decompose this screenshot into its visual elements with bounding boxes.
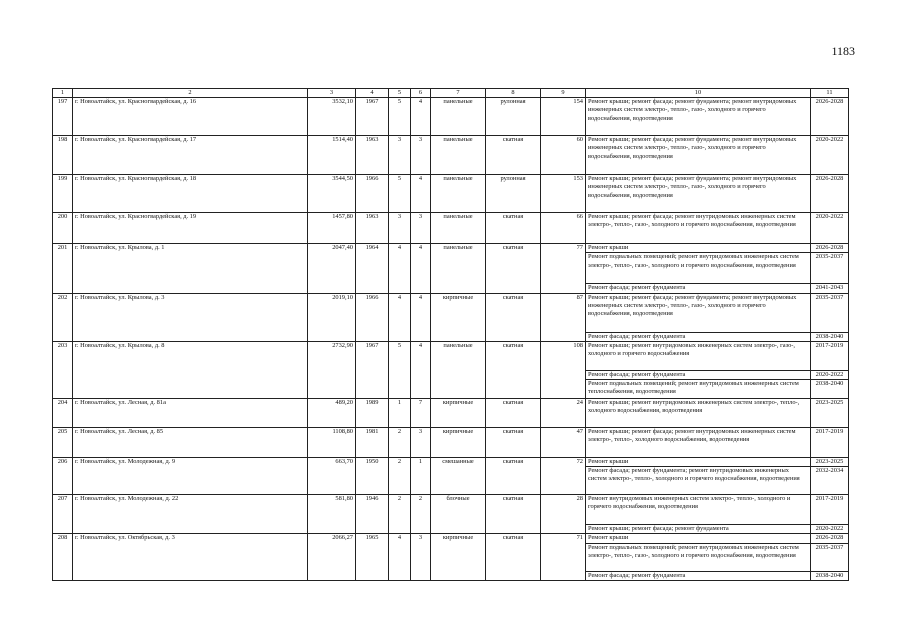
residents-cell: 47 — [541, 427, 586, 457]
repair-work-cell: Ремонт крыши; ремонт внутридомовых инженерных систем электро-, тепло-, холодного водоснабжения, водоотведения — [586, 398, 811, 427]
repair-period-cell: 2038-2040 — [811, 571, 849, 580]
floors-cell: 5 — [389, 98, 411, 136]
row-number: 198 — [53, 136, 73, 175]
repair-period-cell: 2026-2028 — [811, 98, 849, 136]
year-cell: 1964 — [356, 244, 389, 293]
column-header: 3 — [308, 89, 356, 98]
entrances-cell: 4 — [411, 98, 431, 136]
wall-material-cell: панельные — [431, 136, 486, 175]
entrances-cell: 7 — [411, 398, 431, 427]
wall-material-cell: смешанные — [431, 457, 486, 494]
address-cell: г. Новоалтайск, ул. Красногвардейская, д. 17 — [73, 136, 308, 175]
wall-material-cell: панельные — [431, 341, 486, 398]
area-cell: 2047,40 — [308, 244, 356, 293]
roof-type-cell: скатная — [486, 427, 541, 457]
repair-work-cell: Ремонт подвальных помещений; ремонт внутридомовых инженерных систем электро-, тепло-, газо-, холодного и горячего водоснабжения, водоотведения — [586, 253, 811, 284]
year-cell: 1966 — [356, 175, 389, 213]
year-cell: 1965 — [356, 534, 389, 580]
residents-cell: 153 — [541, 175, 586, 213]
repair-work-cell: Ремонт крыши — [586, 457, 811, 466]
repair-period-cell: 2035-2037 — [811, 543, 849, 571]
repair-work-cell: Ремонт крыши; ремонт фасада; ремонт внутридомовых инженерных систем электро-, тепло-, газо-, холодного и горячего водоснабжения, водоотведения — [586, 213, 811, 244]
roof-type-cell: скатная — [486, 136, 541, 175]
residents-cell: 108 — [541, 341, 586, 398]
row-number: 208 — [53, 534, 73, 580]
table-row — [53, 293, 849, 332]
repair-period-cell: 2023-2025 — [811, 398, 849, 427]
repair-work-cell: Ремонт фасада; ремонт фундамента — [586, 332, 811, 341]
table-row — [53, 398, 849, 427]
housing-repair-table — [52, 88, 849, 581]
repair-work-cell: Ремонт подвальных помещений; ремонт внутридомовых инженерных систем теплоснабжения, водоотведения — [586, 379, 811, 398]
floors-cell: 4 — [389, 293, 411, 341]
floors-cell: 2 — [389, 457, 411, 494]
residents-cell: 28 — [541, 495, 586, 534]
floors-cell: 4 — [389, 534, 411, 580]
roof-type-cell: рулонная — [486, 98, 541, 136]
floors-cell: 5 — [389, 341, 411, 398]
address-cell: г. Новоалтайск, ул. Красногвардейская, д. 19 — [73, 213, 308, 244]
address-cell: г. Новоалтайск, ул. Октябрьская, д. 3 — [73, 534, 308, 580]
floors-cell: 2 — [389, 427, 411, 457]
repair-period-cell: 2020-2022 — [811, 136, 849, 175]
repair-period-cell: 2017-2019 — [811, 341, 849, 370]
address-cell: г. Новоалтайск, ул. Крылова, д. 3 — [73, 293, 308, 341]
roof-type-cell: скатная — [486, 244, 541, 293]
year-cell: 1963 — [356, 213, 389, 244]
entrances-cell: 3 — [411, 136, 431, 175]
entrances-cell: 4 — [411, 175, 431, 213]
repair-period-cell: 2026-2028 — [811, 175, 849, 213]
year-cell: 1967 — [356, 98, 389, 136]
repair-period-cell: 2023-2025 — [811, 457, 849, 466]
year-cell: 1966 — [356, 293, 389, 341]
row-number: 197 — [53, 98, 73, 136]
repair-period-cell: 2020-2022 — [811, 525, 849, 534]
wall-material-cell: панельные — [431, 98, 486, 136]
column-header: 1 — [53, 89, 73, 98]
repair-work-cell: Ремонт крыши — [586, 534, 811, 543]
table-row — [53, 457, 849, 466]
column-header: 8 — [486, 89, 541, 98]
wall-material-cell: панельные — [431, 175, 486, 213]
roof-type-cell: скатная — [486, 213, 541, 244]
area-cell: 581,80 — [308, 495, 356, 534]
repair-work-cell: Ремонт фасада; ремонт фундамента; ремонт внутридомовых инженерных систем электро-, тепло-, холодного и горячего водоснабжения, водоотведения — [586, 467, 811, 495]
roof-type-cell: скатная — [486, 534, 541, 580]
repair-period-cell: 2026-2028 — [811, 244, 849, 253]
residents-cell: 60 — [541, 136, 586, 175]
column-header: 11 — [811, 89, 849, 98]
repair-period-cell: 2041-2043 — [811, 284, 849, 293]
area-cell: 3532,10 — [308, 98, 356, 136]
area-cell: 2066,27 — [308, 534, 356, 580]
table-row — [53, 534, 849, 543]
roof-type-cell: скатная — [486, 457, 541, 494]
repair-period-cell: 2038-2040 — [811, 332, 849, 341]
residents-cell: 87 — [541, 293, 586, 341]
row-number: 202 — [53, 293, 73, 341]
repair-work-cell: Ремонт крыши; ремонт фасада; ремонт фундамента — [586, 525, 811, 534]
repair-work-cell: Ремонт фасада; ремонт фундамента — [586, 284, 811, 293]
residents-cell: 72 — [541, 457, 586, 494]
residents-cell: 71 — [541, 534, 586, 580]
year-cell: 1967 — [356, 341, 389, 398]
area-cell: 1514,40 — [308, 136, 356, 175]
wall-material-cell: кирпичные — [431, 534, 486, 580]
wall-material-cell: блочные — [431, 495, 486, 534]
column-header: 10 — [586, 89, 811, 98]
repair-work-cell: Ремонт фасада; ремонт фундамента — [586, 571, 811, 580]
repair-work-cell: Ремонт крыши; ремонт фасада; ремонт фундамента; ремонт внутридомовых инженерных систем электро-, тепло-, газо-, холодного и горячего водоснабжения, водоотведения — [586, 293, 811, 332]
floors-cell: 2 — [389, 495, 411, 534]
address-cell: г. Новоалтайск, ул. Молодежная, д. 22 — [73, 495, 308, 534]
table-row — [53, 175, 849, 213]
floors-cell: 3 — [389, 213, 411, 244]
repair-period-cell: 2020-2022 — [811, 370, 849, 379]
row-number: 203 — [53, 341, 73, 398]
repair-period-cell: 2017-2019 — [811, 427, 849, 457]
header-row — [53, 89, 849, 98]
row-number: 204 — [53, 398, 73, 427]
repair-work-cell: Ремонт крыши; ремонт фасада; ремонт внутридомовых инженерных систем электро-, тепло-, холодного водоснабжения, водоотведения — [586, 427, 811, 457]
year-cell: 1989 — [356, 398, 389, 427]
residents-cell: 77 — [541, 244, 586, 293]
wall-material-cell: кирпичные — [431, 427, 486, 457]
area-cell: 489,20 — [308, 398, 356, 427]
wall-material-cell: панельные — [431, 213, 486, 244]
table-row — [53, 495, 849, 525]
table-row — [53, 136, 849, 175]
address-cell: г. Новоалтайск, ул. Крылова, д. 8 — [73, 341, 308, 398]
column-header: 7 — [431, 89, 486, 98]
roof-type-cell: рулонная — [486, 175, 541, 213]
table-row — [53, 341, 849, 370]
repair-work-cell: Ремонт крыши; ремонт внутридомовых инженерных систем электро-, газо-, холодного и горячего водоснабжения — [586, 341, 811, 370]
repair-period-cell: 2035-2037 — [811, 293, 849, 332]
repair-period-cell: 2026-2028 — [811, 534, 849, 543]
row-number: 199 — [53, 175, 73, 213]
column-header: 4 — [356, 89, 389, 98]
repair-period-cell: 2038-2040 — [811, 379, 849, 398]
entrances-cell: 1 — [411, 457, 431, 494]
area-cell: 3544,50 — [308, 175, 356, 213]
floors-cell: 4 — [389, 244, 411, 293]
floors-cell: 3 — [389, 136, 411, 175]
row-number: 205 — [53, 427, 73, 457]
area-cell: 2732,90 — [308, 341, 356, 398]
roof-type-cell: скатная — [486, 341, 541, 398]
repair-work-cell: Ремонт крыши — [586, 244, 811, 253]
column-header: 2 — [73, 89, 308, 98]
column-header: 9 — [541, 89, 586, 98]
repair-work-cell: Ремонт крыши; ремонт фасада; ремонт фундамента; ремонт внутридомовых инженерных систем электро-, тепло-, газо-, холодного и горячего водоснабжения, водоотведения — [586, 136, 811, 175]
repair-period-cell: 2035-2037 — [811, 253, 849, 284]
row-number: 207 — [53, 495, 73, 534]
year-cell: 1946 — [356, 495, 389, 534]
repair-work-cell: Ремонт фасада; ремонт фундамента — [586, 370, 811, 379]
repair-work-cell: Ремонт крыши; ремонт фасада; ремонт фундамента; ремонт внутридомовых инженерных систем электро-, тепло-, газо-, холодного и горячего водоснабжения, водоотведения — [586, 175, 811, 213]
entrances-cell: 3 — [411, 534, 431, 580]
repair-work-cell: Ремонт внутридомовых инженерных систем электро-, тепло-, холодного и горячего водоснабжения, водоотведения — [586, 495, 811, 525]
address-cell: г. Новоалтайск, ул. Лесная, д. 81а — [73, 398, 308, 427]
address-cell: г. Новоалтайск, ул. Лесная, д. 85 — [73, 427, 308, 457]
roof-type-cell: скатная — [486, 495, 541, 534]
row-number: 206 — [53, 457, 73, 494]
row-number: 200 — [53, 213, 73, 244]
area-cell: 2019,10 — [308, 293, 356, 341]
residents-cell: 24 — [541, 398, 586, 427]
column-header: 5 — [389, 89, 411, 98]
table-row — [53, 427, 849, 457]
page-number: 1183 — [831, 44, 855, 58]
repair-period-cell: 2017-2019 — [811, 495, 849, 525]
wall-material-cell: кирпичные — [431, 293, 486, 341]
residents-cell: 154 — [541, 98, 586, 136]
floors-cell: 5 — [389, 175, 411, 213]
roof-type-cell: скатная — [486, 293, 541, 341]
row-number: 201 — [53, 244, 73, 293]
table-row — [53, 244, 849, 253]
entrances-cell: 4 — [411, 244, 431, 293]
entrances-cell: 4 — [411, 341, 431, 398]
table-header — [53, 89, 849, 98]
entrances-cell: 3 — [411, 213, 431, 244]
wall-material-cell: кирпичные — [431, 398, 486, 427]
table-row — [53, 98, 849, 136]
repair-work-cell: Ремонт подвальных помещений; ремонт внутридомовых инженерных систем электро-, тепло-, газо-, холодного и горячего водоснабжения, водоотведения — [586, 543, 811, 571]
repair-period-cell: 2020-2022 — [811, 213, 849, 244]
year-cell: 1981 — [356, 427, 389, 457]
repair-work-cell: Ремонт крыши; ремонт фасада; ремонт фундамента; ремонт внутридомовых инженерных систем электро-, тепло-, газо-, холодного и горячего водоснабжения, водоотведения — [586, 98, 811, 136]
residents-cell: 66 — [541, 213, 586, 244]
entrances-cell: 2 — [411, 495, 431, 534]
floors-cell: 1 — [389, 398, 411, 427]
column-header: 6 — [411, 89, 431, 98]
table-row — [53, 213, 849, 244]
year-cell: 1950 — [356, 457, 389, 494]
entrances-cell: 4 — [411, 293, 431, 341]
address-cell: г. Новоалтайск, ул. Крылова, д. 1 — [73, 244, 308, 293]
address-cell: г. Новоалтайск, ул. Красногвардейская, д. 18 — [73, 175, 308, 213]
roof-type-cell: скатная — [486, 398, 541, 427]
table-body — [53, 98, 849, 581]
wall-material-cell: панельные — [431, 244, 486, 293]
area-cell: 1108,80 — [308, 427, 356, 457]
entrances-cell: 3 — [411, 427, 431, 457]
area-cell: 1457,80 — [308, 213, 356, 244]
repair-period-cell: 2032-2034 — [811, 467, 849, 495]
address-cell: г. Новоалтайск, ул. Красногвардейская, д. 16 — [73, 98, 308, 136]
year-cell: 1963 — [356, 136, 389, 175]
area-cell: 663,70 — [308, 457, 356, 494]
address-cell: г. Новоалтайск, ул. Молодежная, д. 9 — [73, 457, 308, 494]
